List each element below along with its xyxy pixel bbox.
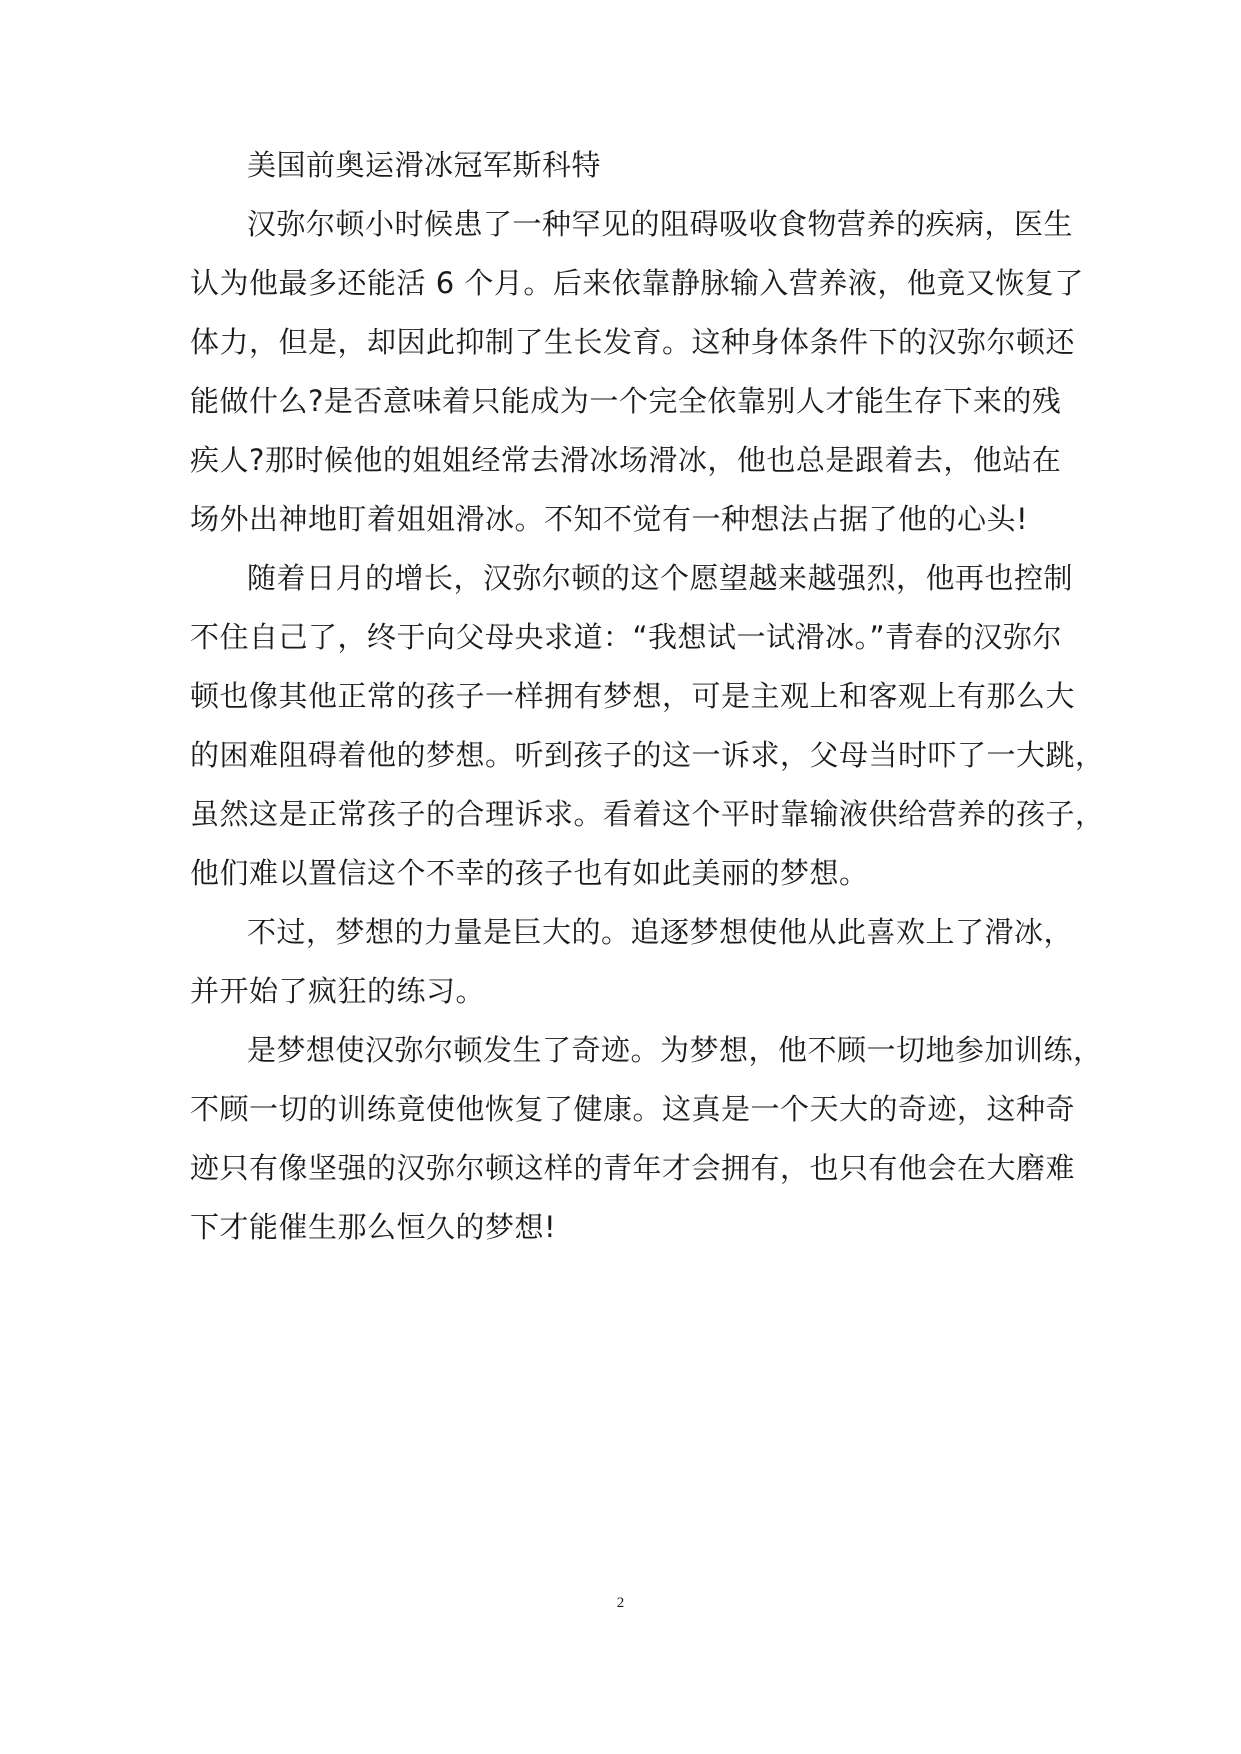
paragraph-4-line-4: 下才能催生那么恒久的梦想!: [190, 1210, 557, 1244]
paragraph-1-line-1: 汉弥尔顿小时候患了一种罕见的阻碍吸收食物营养的疾病，医生: [247, 207, 1074, 241]
paragraph-2-line-5: 虽然这是正常孩子的合理诉求。看着这个平时靠输液供给营养的孩子，: [190, 797, 1105, 831]
paragraph-1-line-6: 场外出神地盯着姐姐滑冰。不知不觉有一种想法占据了他的心头!: [190, 502, 1029, 536]
paragraph-2-line-2: 不住自己了，终于向父母央求道：“我想试一试滑冰。”青春的汉弥尔: [190, 620, 1063, 654]
paragraph-2-line-4: 的困难阻碍着他的梦想。听到孩子的这一诉求，父母当时吓了一大跳，: [190, 738, 1105, 772]
paragraph-1-line-5: 疾人?那时候他的姐姐经常去滑冰场滑冰，他也总是跟着去，他站在: [190, 443, 1062, 477]
paragraph-1-line-3: 体力，但是，却因此抑制了生长发育。这种身体条件下的汉弥尔顿还: [190, 325, 1076, 359]
paragraph-3-line-2: 并开始了疯狂的练习。: [190, 974, 486, 1008]
paragraph-2-line-3: 顿也像其他正常的孩子一样拥有梦想，可是主观上和客观上有那么大: [190, 679, 1076, 713]
paragraph-1-line-4: 能做什么?是否意味着只能成为一个完全依靠别人才能生存下来的残: [190, 384, 1062, 418]
paragraph-2-line-6: 他们难以置信这个不幸的孩子也有如此美丽的梦想。: [190, 856, 869, 890]
heading-line: 美国前奥运滑冰冠军斯科特: [247, 148, 602, 182]
paragraph-4-line-2: 不顾一切的训练竟使他恢复了健康。这真是一个天大的奇迹，这种奇: [190, 1092, 1076, 1126]
paragraph-2-line-1: 随着日月的增长，汉弥尔顿的这个愿望越来越强烈，他再也控制: [247, 561, 1074, 595]
paragraph-4-line-1: 是梦想使汉弥尔顿发生了奇迹。为梦想，他不顾一切地参加训练，: [247, 1033, 1103, 1067]
page-number: 2: [616, 1595, 625, 1611]
paragraph-4-line-3: 迹只有像坚强的汉弥尔顿这样的青年才会拥有，也只有他会在大磨难: [190, 1151, 1076, 1185]
paragraph-3-line-1: 不过，梦想的力量是巨大的。追逐梦想使他从此喜欢上了滑冰，: [247, 915, 1074, 949]
paragraph-1-line-2: 认为他最多还能活 6 个月。后来依靠静脉输入营养液，他竟又恢复了: [190, 266, 1084, 300]
